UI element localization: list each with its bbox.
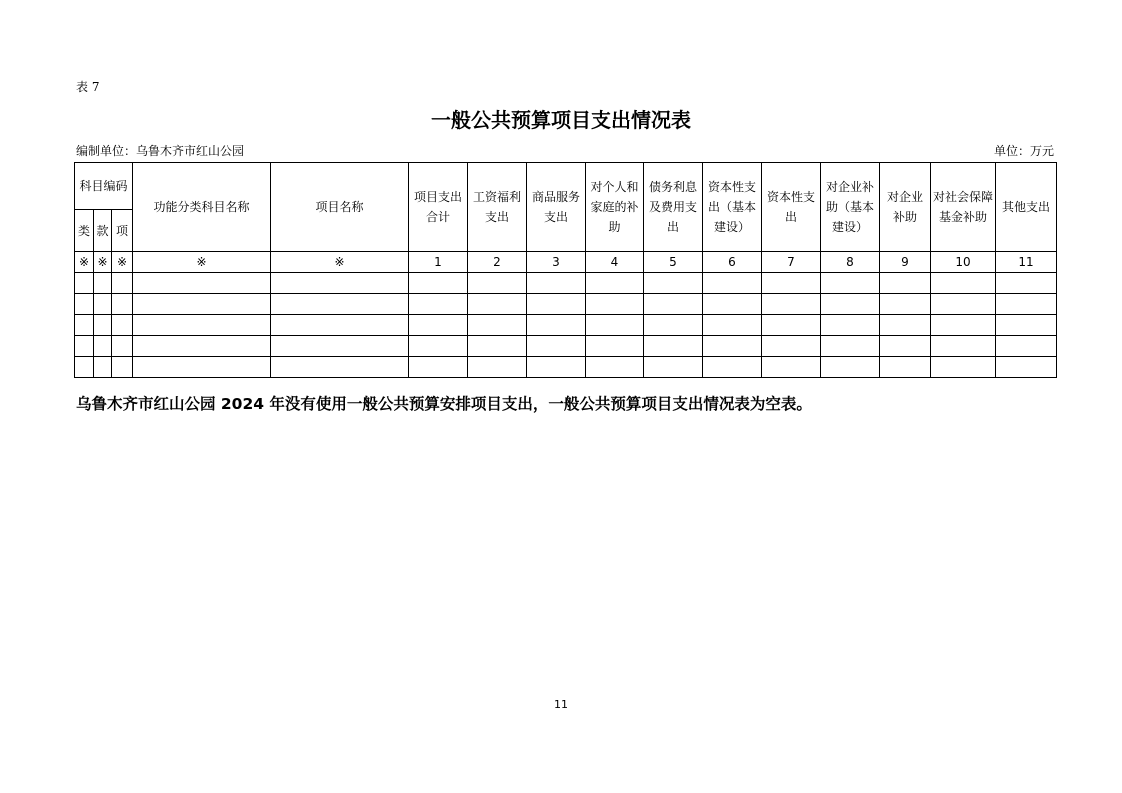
- category-mark: ※: [75, 252, 94, 273]
- column-number-row: [75, 252, 1057, 273]
- column-number: 9: [880, 252, 931, 273]
- table-cell: [75, 336, 94, 357]
- table-cell: [931, 357, 996, 378]
- currency-unit: 单位：万元: [993, 144, 1054, 158]
- table-row: [75, 357, 1057, 378]
- table-cell: [821, 315, 880, 336]
- expenditure-table: [74, 162, 1057, 378]
- table-row: [75, 336, 1057, 357]
- table-cell: [133, 357, 271, 378]
- table-cell: [586, 315, 644, 336]
- table-cell: [586, 357, 644, 378]
- table-cell: [133, 336, 271, 357]
- table-cell: [821, 336, 880, 357]
- table-cell: [586, 294, 644, 315]
- table-cell: [931, 336, 996, 357]
- table-cell: [271, 357, 409, 378]
- column-number: 2: [468, 252, 527, 273]
- table-body: [75, 163, 1057, 378]
- column-number: 7: [762, 252, 821, 273]
- table-cell: [94, 315, 112, 336]
- table-cell: [644, 273, 703, 294]
- expense-column-header: 工资福利 支出: [468, 163, 527, 252]
- table-cell: [931, 273, 996, 294]
- page-number: 11: [554, 698, 568, 711]
- section-mark: ※: [94, 252, 112, 273]
- compiling-unit: 编制单位：乌鲁木齐市红山公园: [76, 144, 245, 158]
- column-number: 3: [527, 252, 586, 273]
- table-cell: [762, 315, 821, 336]
- expense-column-header: 对企业 补助: [880, 163, 931, 252]
- expense-column-header: 对社会保障 基金补助: [931, 163, 996, 252]
- table-cell: [762, 357, 821, 378]
- project-name-mark: ※: [271, 252, 409, 273]
- table-cell: [271, 294, 409, 315]
- table-cell: [409, 315, 468, 336]
- table-cell: [112, 357, 133, 378]
- function-category-header: 功能分类科目名称: [133, 163, 271, 252]
- table-cell: [996, 273, 1057, 294]
- table-cell: [75, 357, 94, 378]
- table-row: [75, 315, 1057, 336]
- table-cell: [880, 315, 931, 336]
- column-number: 11: [996, 252, 1057, 273]
- table-cell: [468, 294, 527, 315]
- subject-code-header: 科目编码: [75, 163, 133, 210]
- table-cell: [644, 357, 703, 378]
- table-cell: [703, 273, 762, 294]
- function-category-mark: ※: [133, 252, 271, 273]
- table-cell: [931, 294, 996, 315]
- header-row-1: [75, 163, 1057, 210]
- table-cell: [468, 273, 527, 294]
- table-cell: [703, 357, 762, 378]
- expense-column-header: 对企业补 助（基本 建设）: [821, 163, 880, 252]
- table-cell: [112, 273, 133, 294]
- table-cell: [75, 273, 94, 294]
- column-number: 6: [703, 252, 762, 273]
- table-number: 表 7: [76, 80, 100, 94]
- table-cell: [880, 294, 931, 315]
- column-number: 4: [586, 252, 644, 273]
- table-cell: [821, 357, 880, 378]
- table-cell: [527, 315, 586, 336]
- table-cell: [112, 315, 133, 336]
- table-cell: [133, 273, 271, 294]
- table-cell: [271, 273, 409, 294]
- table-cell: [996, 336, 1057, 357]
- table-cell: [527, 294, 586, 315]
- item-header: 项: [112, 210, 133, 252]
- table-cell: [409, 357, 468, 378]
- expense-column-header: 资本性支 出: [762, 163, 821, 252]
- table-cell: [468, 315, 527, 336]
- table-cell: [586, 336, 644, 357]
- expense-column-header: 资本性支 出（基本 建设）: [703, 163, 762, 252]
- table-cell: [703, 336, 762, 357]
- table-cell: [931, 315, 996, 336]
- table-cell: [880, 357, 931, 378]
- table-cell: [703, 315, 762, 336]
- expense-column-header: 其他支出: [996, 163, 1057, 252]
- empty-table-note: 乌鲁木齐市红山公园 2024 年没有使用一般公共预算安排项目支出，一般公共预算项目支出情况表为空表。: [76, 395, 812, 413]
- expense-column-header: 债务利息 及费用支 出: [644, 163, 703, 252]
- column-number: 1: [409, 252, 468, 273]
- table-cell: [94, 294, 112, 315]
- expense-column-header: 对个人和 家庭的补 助: [586, 163, 644, 252]
- table-cell: [644, 336, 703, 357]
- table-cell: [644, 294, 703, 315]
- table-cell: [644, 315, 703, 336]
- table-cell: [703, 294, 762, 315]
- table-cell: [409, 336, 468, 357]
- table-cell: [996, 315, 1057, 336]
- table-cell: [880, 336, 931, 357]
- table-cell: [75, 315, 94, 336]
- table-cell: [468, 357, 527, 378]
- item-mark: ※: [112, 252, 133, 273]
- table-cell: [271, 336, 409, 357]
- table-cell: [996, 357, 1057, 378]
- table-cell: [94, 273, 112, 294]
- table-row: [75, 294, 1057, 315]
- table-cell: [762, 336, 821, 357]
- table-cell: [527, 273, 586, 294]
- table-cell: [133, 294, 271, 315]
- section-header: 款: [94, 210, 112, 252]
- table-cell: [821, 294, 880, 315]
- table-cell: [527, 357, 586, 378]
- table-cell: [821, 273, 880, 294]
- table-cell: [468, 336, 527, 357]
- table-cell: [409, 273, 468, 294]
- table-cell: [94, 357, 112, 378]
- expense-column-header: 项目支出 合计: [409, 163, 468, 252]
- table-cell: [112, 294, 133, 315]
- table-cell: [762, 294, 821, 315]
- category-header: 类: [75, 210, 94, 252]
- column-number: 10: [931, 252, 996, 273]
- table-cell: [271, 315, 409, 336]
- expense-column-header: 商品服务 支出: [527, 163, 586, 252]
- table-cell: [996, 294, 1057, 315]
- table-cell: [94, 336, 112, 357]
- table-cell: [409, 294, 468, 315]
- table-cell: [586, 273, 644, 294]
- table-cell: [880, 273, 931, 294]
- table-row: [75, 273, 1057, 294]
- column-number: 5: [644, 252, 703, 273]
- page-title: 一般公共预算项目支出情况表: [431, 108, 691, 132]
- table-cell: [762, 273, 821, 294]
- table-cell: [527, 336, 586, 357]
- column-number: 8: [821, 252, 880, 273]
- table-cell: [112, 336, 133, 357]
- project-name-header: 项目名称: [271, 163, 409, 252]
- table-cell: [133, 315, 271, 336]
- table-cell: [75, 294, 94, 315]
